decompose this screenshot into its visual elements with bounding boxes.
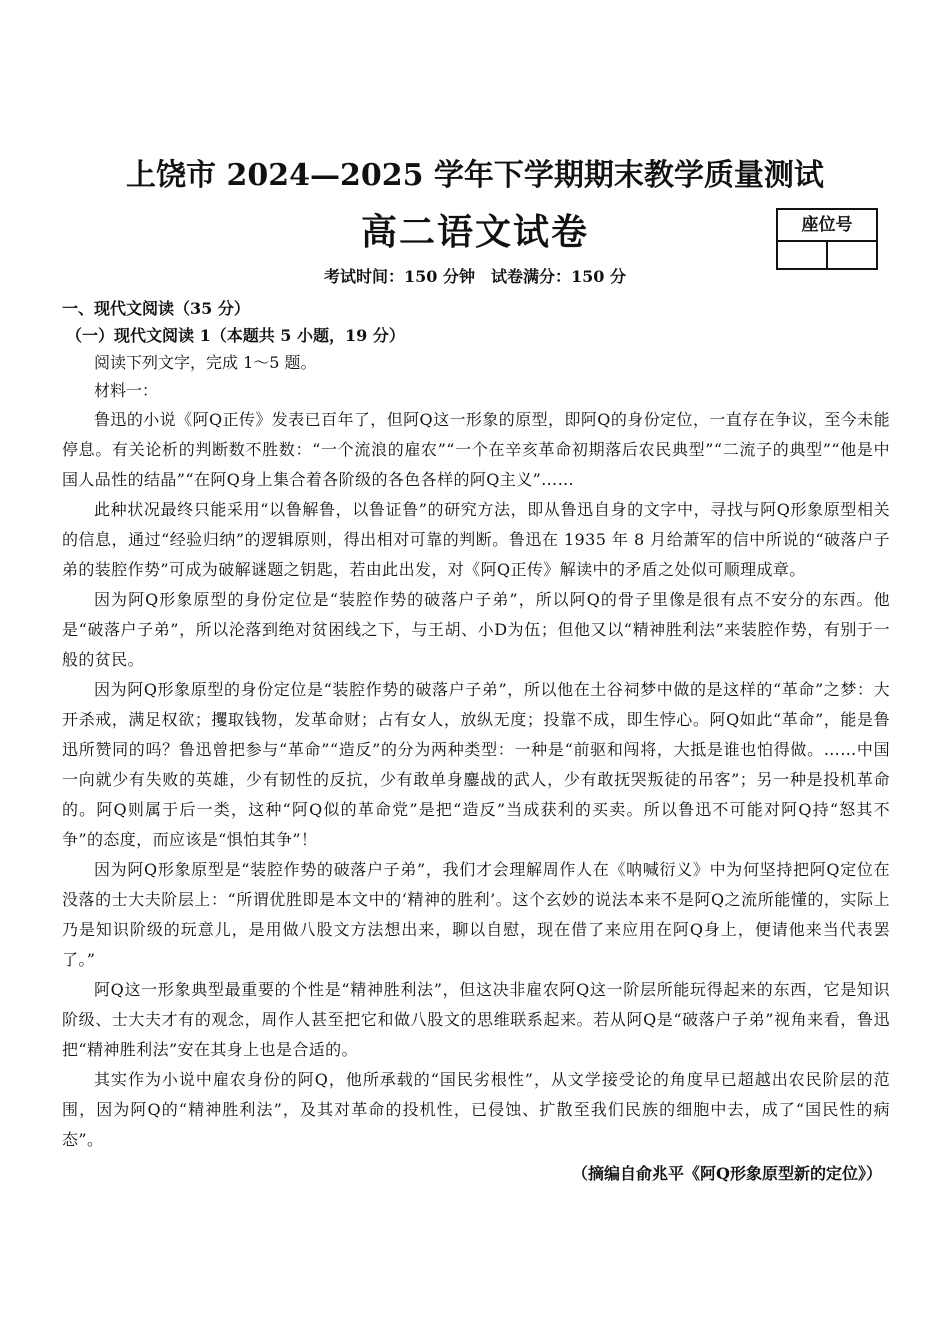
section-modern-reading bbox=[62, 296, 890, 1189]
exam-subtitle: 高二语文试卷 bbox=[360, 211, 589, 253]
seat-number-box bbox=[776, 208, 878, 270]
paragraph: 鲁迅的小说《阿Q正传》发表已百年了，但阿Q这一形象的原型，即阿Q的身份定位，一直存在争议，至今未能停息。有关论析的判断数不胜数：“一个流浪的雇农”“一个在辛亥革命初期落后农民典型”“二流子的典型”“他是中国人品性的结晶”“在阿Q身上集合着各阶级的各色各样的阿Q主义”…… bbox=[62, 410, 890, 489]
paragraph: 因为阿Q形象原型的身份定位是“装腔作势的破落户子弟”，所以阿Q的骨子里像是很有点不安分的东西。他是“破落户子弟”，所以沦落到绝对贫困线之下，与王胡、小D为伍；但他又以“精神胜利法”来装腔作势，有别于一般的贫民。 bbox=[62, 590, 890, 669]
exam-title: 上饶市 2024—2025 学年下学期期末教学质量测试 bbox=[126, 158, 824, 193]
source-citation: （摘编自俞兆平《阿Q形象原型新的定位》） bbox=[572, 1164, 882, 1183]
paragraph: 其实作为小说中雇农身份的阿Q，他所承载的“国民劣根性”，从文学接受论的角度早已超越出农民阶层的范围，因为阿Q的“精神胜利法”，及其对革命的投机性，已侵蚀、扩散至我们民族的细胞中去，成了“国民性的病态”。 bbox=[62, 1070, 890, 1149]
paragraph: 阿Q这一形象典型最重要的个性是“精神胜利法”，但这决非雇农阿Q这一阶层所能玩得起来的东西，它是知识阶级、士大夫才有的观念，周作人甚至把它和做八股文的思维联系起来。若从阿Q是“破落户子弟”视角来看，鲁迅把“精神胜利法”安在其身上也是合适的。 bbox=[62, 980, 890, 1059]
subsection-heading: （一）现代文阅读 1（本题共 5 小题，19 分） bbox=[66, 326, 405, 345]
reading-instruction: 阅读下列文字，完成 1～5 题。 bbox=[94, 353, 317, 372]
seat-number-label: 座位号 bbox=[778, 210, 876, 242]
material-label: 材料一： bbox=[94, 381, 159, 400]
paragraph: 此种状况最终只能采用“以鲁解鲁，以鲁证鲁”的研究方法，即从鲁迅自身的文字中，寻找与阿Q形象原型相关的信息，通过“经验归纳”的逻辑原则，得出相对可靠的判断。鲁迅在 1935 年 8 月给萧军的信中所说的“破落户子弟的装腔作势”可成为破解谜题之钥匙，若由此出发，对《阿Q正传》解读中的矛盾之处似可顺理成章。 bbox=[62, 500, 890, 579]
paragraph: 因为阿Q形象原型的身份定位是“装腔作势的破落户子弟”，所以他在土谷祠梦中做的是这样的“革命”之梦：大开杀戒，满足权欲；攫取钱物，发革命财；占有女人，放纵无度；投靠不成，即生悖心。阿Q如此“革命”，能是鲁迅所赞同的吗？鲁迅曾把参与“革命”“造反”的分为两种类型：一种是“前驱和闯将，大抵是谁也怕得做。……中国一向就少有失败的英雄，少有韧性的反抗，少有敢单身鏖战的武人，少有敢抚哭叛徒的吊客”；另一种是投机革命的。阿Q则属于后一类，这种“阿Q似的革命党”是把“造反”当成获利的买卖。所以鲁迅不可能对阿Q持“怒其不争”的态度，而应该是“惧怕其争”！ bbox=[62, 680, 890, 849]
exam-info: 考试时间：150 分钟 试卷满分：150 分 bbox=[324, 267, 626, 286]
paragraph: 因为阿Q形象原型是“装腔作势的破落户子弟”，我们才会理解周作人在《呐喊衍义》中为何坚持把阿Q定位在没落的士大夫阶层上：“所谓优胜即是本文中的‘精神的胜利’。这个玄妙的说法本来不是阿Q之流所能懂的，实际上乃是知识阶级的玩意儿，是用做八股文方法想出来，聊以自慰，现在借了来应用在阿Q身上，便请他来当代表罢了。” bbox=[62, 860, 890, 969]
section-heading: 一、现代文阅读（35 分） bbox=[62, 299, 250, 318]
